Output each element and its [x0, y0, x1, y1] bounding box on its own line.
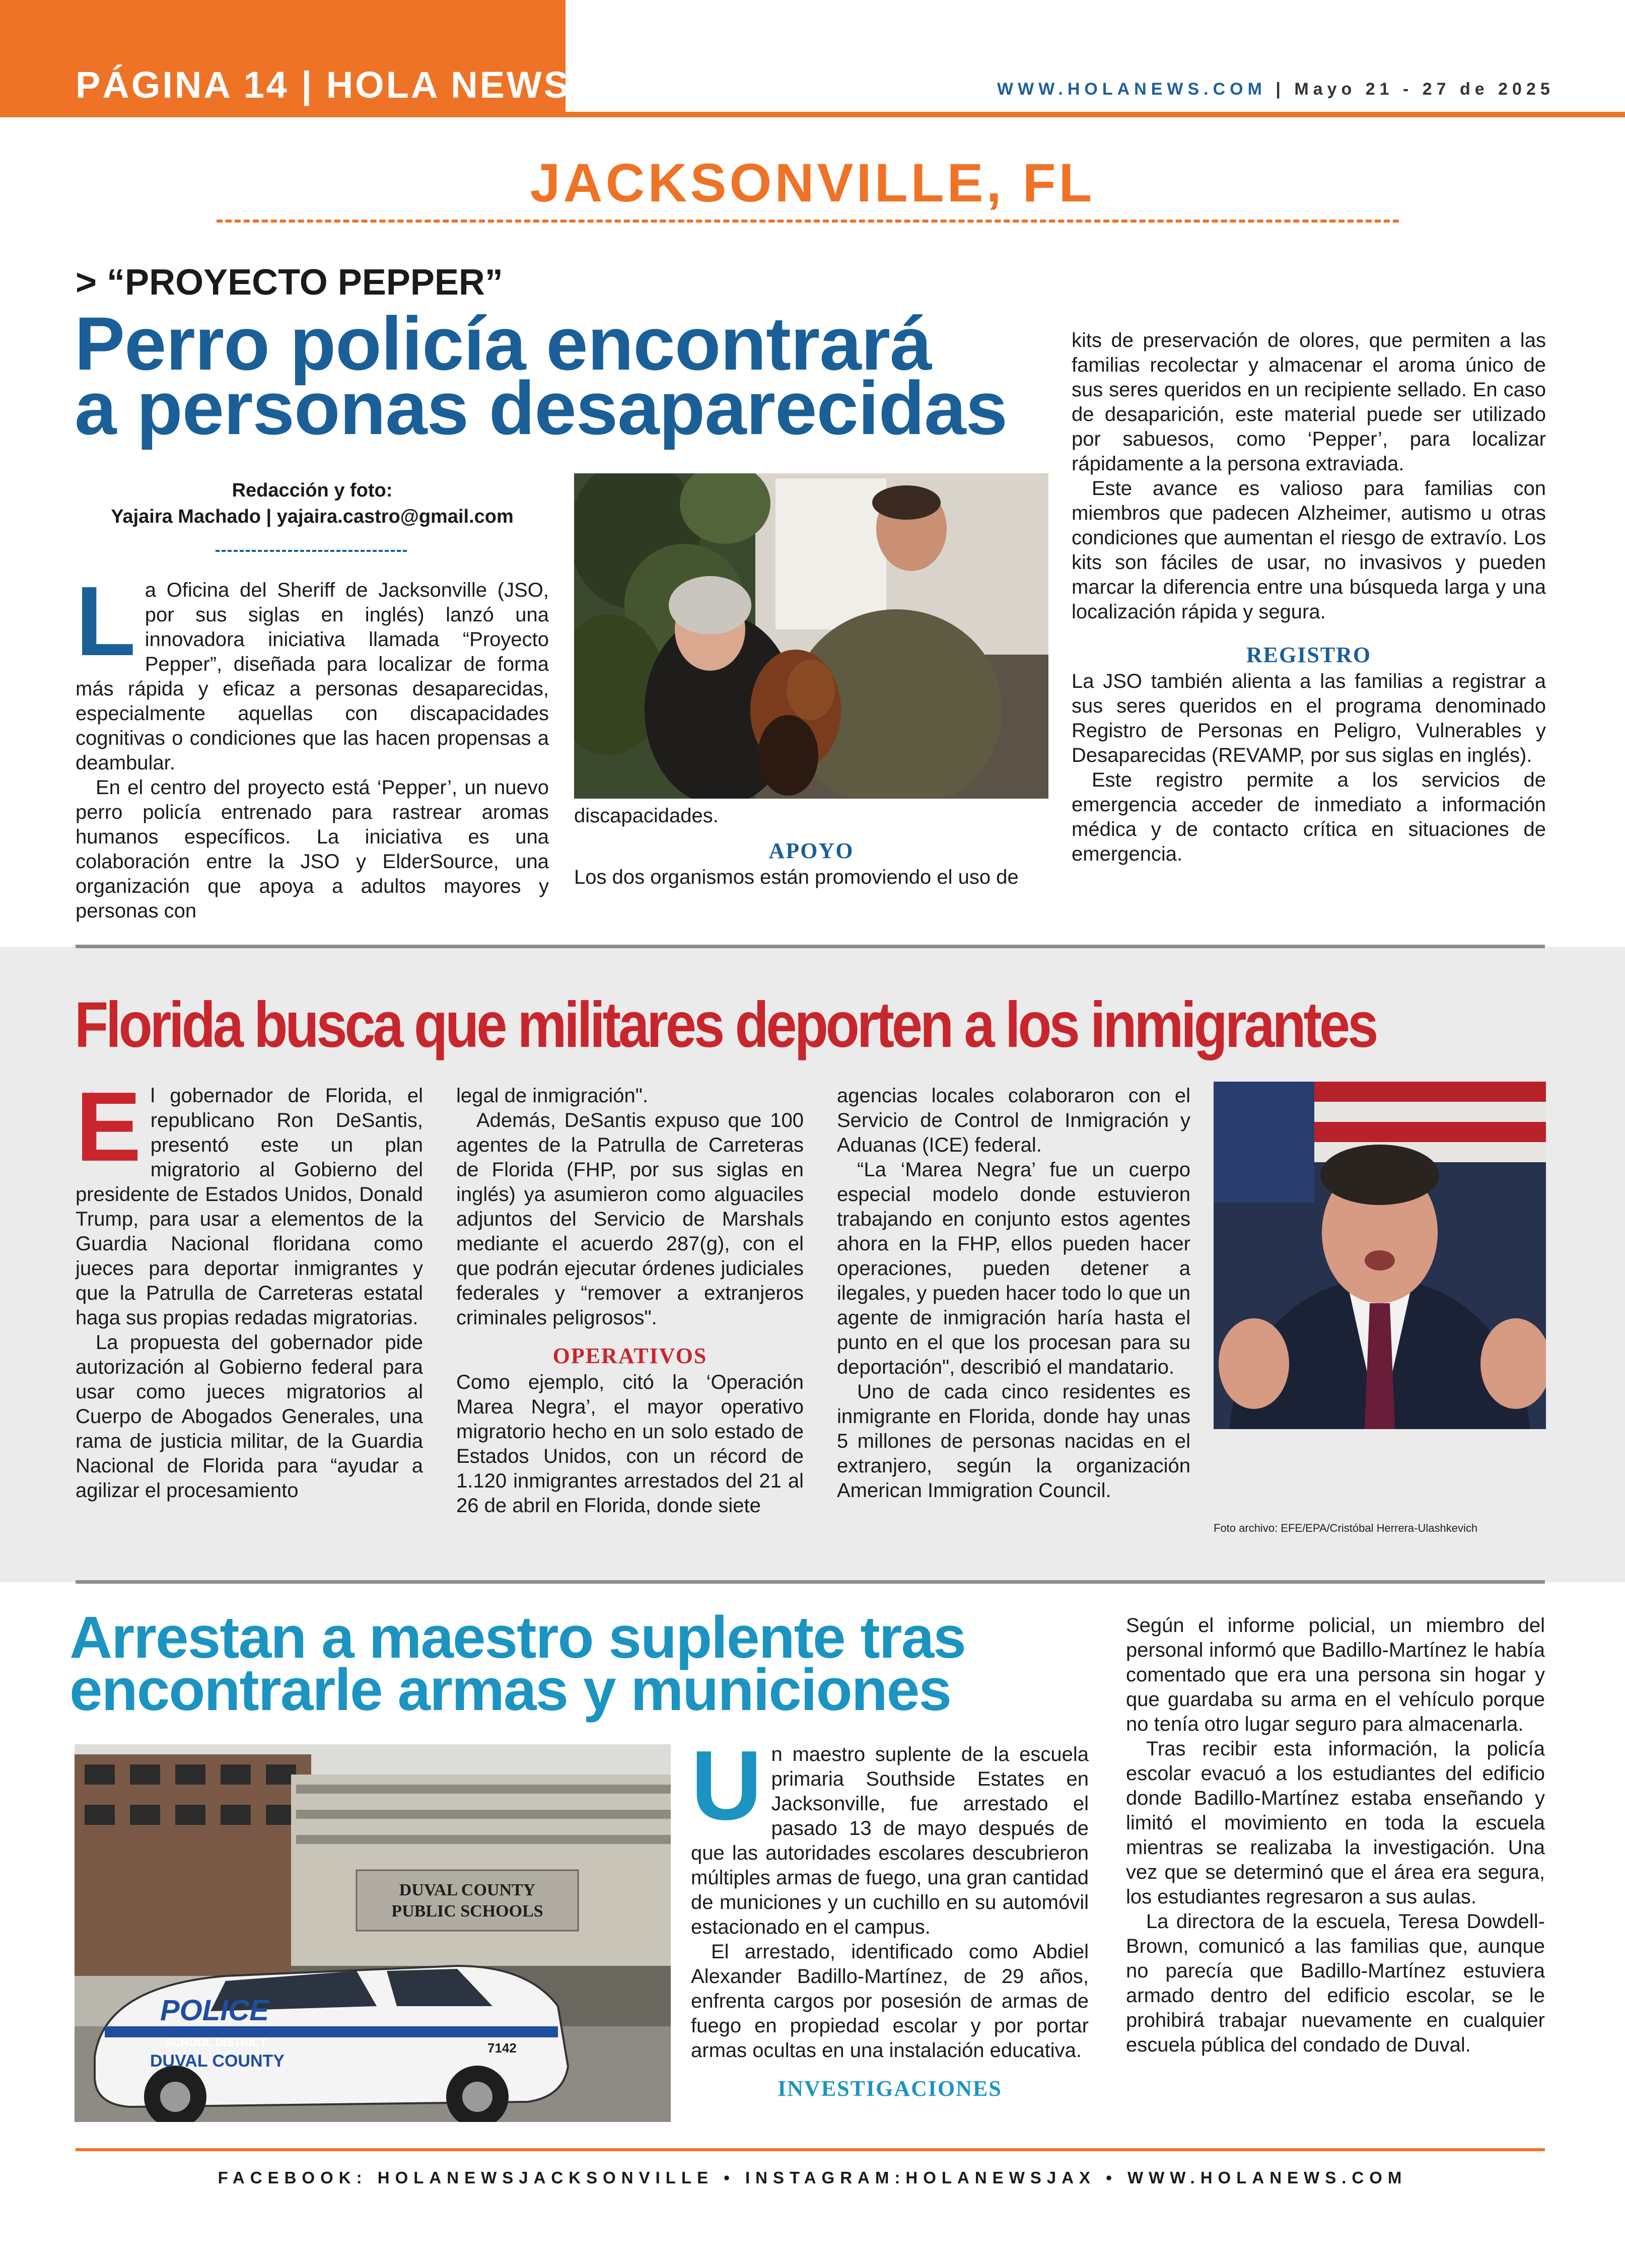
car-county-text: DUVAL COUNTY [150, 2051, 285, 2071]
article2-paragraph: La propuesta del gobernador pide autorización al Gobierno federal para usar como jueces migratorios al Cuerpo de Abogados Generales, una rama de justicia militar, de la Guardia Nacional de Florida para “ayudar a agilizar el procesamiento [76, 1331, 423, 1502]
article2-paragraph: Como ejemplo, citó la ‘Operación Marea Negra’, el mayor operativo migratorio hecho en un solo estado de Estados Unidos, con un récord de 1.120 inmigrantes arrestados del 21 al 26 de abril en Florida, donde siete [456, 1371, 804, 1517]
article1-paragraph: a Oficina del Sheriff de Jacksonville (JSO, por sus siglas en inglés) lanzó una innovadora iniciativa llamada “Proyecto Pepper”, diseñada para localizar de forma más rápida y eficaz a personas desaparecidas, especialmente aquellas con discapacidades cognitivas o condiciones que las hacen propensas a deambular. [76, 579, 549, 774]
article2-subhead-operativos: OPERATIVOS [552, 1343, 708, 1368]
article1-paragraph: kits de preservación de olores, que permiten a las familias recolectar y almacenar el aroma único de sus seres queridos en un recipiente sellado. En caso de desaparición, este material puede ser utilizado por sabuesos, como ‘Pepper’, para localizar rápidamente a la persona extraviada. [1072, 329, 1546, 475]
article3-column-1 [691, 1730, 1089, 2103]
section-divider [217, 220, 1399, 223]
header-separator: | [1266, 80, 1295, 99]
car-number-text: 7142 [487, 2040, 517, 2056]
school-police-car-photo [75, 1744, 671, 2122]
site-and-date [997, 80, 1555, 99]
school-sign-line1: DUVAL COUNTY [399, 1881, 536, 1899]
site-url[interactable]: WWW.HOLANEWS.COM [997, 80, 1266, 99]
article3-dropcap: U [691, 1730, 762, 1840]
section-title: JACKSONVILLE, FL [530, 152, 1095, 213]
footer-social-links[interactable]: FACEBOOK: HOLANEWSJACKSONVILLE • INSTAGRAM:HOLANEWSJAX • WWW.HOLANEWS.COM [218, 2168, 1407, 2187]
article1-headline-line2: a personas desaparecidas [75, 366, 1008, 450]
car-police-text: POLICE [160, 1994, 269, 2027]
article1-subhead-registro: REGISTRO [1246, 643, 1372, 667]
article1-subhead-apoyo: APOYO [768, 838, 854, 863]
article2-photo [1214, 1082, 1546, 1429]
article3-paragraph: Tras recibir esta información, la policía escolar evacuó a los estudiantes del edificio donde Badillo-Martínez estaba enseñando y limitó el movimiento en toda la escuela mientras se realizaba la investigación. Una vez que se determinó que el área era segura, los estudiantes regresaron a sus aulas. [1126, 1738, 1545, 1908]
article2-column-3 [837, 1084, 1190, 1503]
article1-paragraph: Este registro permite a los servicios de emergencia acceder de inmediato a información médica y de contacto crítica en situaciones de emergencia. [1072, 769, 1546, 865]
article2-paragraph: Uno de cada cinco residentes es inmigrante en Florida, donde hay unas 5 millones de personas nacidas en el extranjero, según la organización American Immigration Council. [837, 1381, 1190, 1502]
article1-headline [75, 301, 1062, 450]
article3-paragraph: El arrestado, identificado como Abdiel Alexander Badillo-Martínez, de 29 años, enfrenta cargos por posesión de armas de fuego en propiedad escolar y por portar armas ocultas en una instalación educativa. [691, 1941, 1089, 2062]
article2-bottom-rule [76, 1580, 1545, 1584]
article3-headline [69, 1604, 1142, 1723]
article1-paragraph: Los dos organismos están promoviendo el uso de [574, 866, 1019, 888]
article3-headline-line2: encontrarle armas y municiones [69, 1657, 951, 1723]
article1-dropcap: L [76, 566, 136, 676]
article2-paragraph: l gobernador de Florida, el republicano Ron DeSantis, presentó este un plan migratorio al Gobierno del presidente de Estados Unidos, Donald Trump, para usar a elementos de la Guardia Nacional floridana como jueces para deportar inmigrantes y que la Patrulla de Carreteras estatal haga sus propias redadas migratorias. [76, 1085, 423, 1329]
article2-top-rule [76, 945, 1545, 948]
article2-dropcap: E [76, 1072, 142, 1182]
article2-photo-caption: Foto archivo: EFE/EPA/Cristóbal Herrera-Ulashkevich [1214, 1522, 1478, 1534]
article3-paragraph: Según el informe policial, un miembro del personal informó que Badillo-Martínez le había comentado que era una persona sin hogar y que guardaba su arma en el vehículo porque no tenía otro lugar seguro para almacenarla. [1126, 1614, 1545, 1735]
article3-subhead-investigaciones: INVESTIGACIONES [778, 2076, 1002, 2101]
article3-column-2 [1126, 1613, 1545, 2058]
article2-column-2 [456, 1084, 804, 1518]
article2-column-1 [76, 1072, 423, 1503]
article3-photo [75, 1744, 671, 2122]
article3-paragraph: La directora de la escuela, Teresa Dowdell-Brown, comunicó a las familias que, aunque no parecía que Badillo-Martínez estuviera armado dentro del edificio escolar, se le prohibirá trabajar nuevamente en cualquier escuela pública del condado de Duval. [1126, 1910, 1545, 2056]
desantis-photo [1214, 1082, 1546, 1429]
article1-paragraph: La JSO también alienta a las familias a registrar a sus seres queridos en el programa denominado Registro de Personas en Peligro, Vulnerables y Desaparecidas (REVAMP, por sus siglas en inglés). [1072, 670, 1546, 766]
article1-column-2 [574, 804, 1048, 890]
article2-paragraph: legal de inmigración". [456, 1085, 649, 1107]
school-sign-line2: PUBLIC SCHOOLS [391, 1902, 543, 1921]
car-district-text: SCHOOL DISTRICT [165, 2036, 267, 2049]
article2-headline: Florida busca que militares deporten a los inmigrantes [75, 989, 1376, 1061]
byline-label: Redacción y foto: [232, 480, 393, 501]
article1-column-3 [1072, 328, 1546, 867]
article1-headline-line1: Perro policía encontrará [75, 301, 932, 386]
article3-paragraph: n maestro suplente de la escuela primaria Southside Estates en Jacksonville, fue arrestado el pasado 13 de mayo después de que las autoridades escolares descubrieron múltiples armas de fuego, una gran cantidad de municiones y un cuchillo en su automóvil estacionado en el campus. [691, 1743, 1089, 1938]
officer-dog-photo [574, 473, 1048, 799]
article1-kicker: > “PROYECTO PEPPER” [76, 262, 503, 303]
footer-rule [76, 2148, 1545, 2151]
article2-paragraph: agencias locales colaboraron con el Servicio de Control de Inmigración y Aduanas (ICE) federal. [837, 1085, 1190, 1156]
issue-date: Mayo 21 - 27 de 2025 [1294, 80, 1555, 99]
article1-byline [76, 477, 549, 530]
article1-column-1 [76, 566, 549, 924]
byline-divider [216, 550, 407, 552]
article1-paragraph: Este avance es valioso para familias con miembros que padecen Alzheimer, autismo u otras condiciones que aumentan el riesgo de extravío. Los kits son fáciles de usar, no invasivos y pueden marcar la diferencia entre una búsqueda larga y una localización rápida y segura. [1072, 477, 1546, 623]
header-orange-rule [0, 112, 1625, 117]
article1-paragraph: discapacidades. [574, 805, 719, 827]
page-label: PÁGINA 14 | HOLA NEWS [76, 64, 571, 106]
article1-photo [574, 473, 1048, 799]
article1-paragraph: En el centro del proyecto está ‘Pepper’, un nuevo perro policía entrenado para rastrear aromas humanos específicos. La iniciativa es una colaboración entre la JSO y ElderSource, una organización que apoya a adultos mayores y personas con [76, 776, 549, 922]
article3-headline-line1: Arrestan a maestro suplente tras [69, 1604, 965, 1671]
article2-paragraph: Además, DeSantis expuso que 100 agentes de la Patrulla de Carreteras de Florida (FHP, por sus siglas en inglés) ya asumieron como alguaciles adjuntos del Servicio de Marshals mediante el acuerdo 287(g), con el que podrán ejecutar órdenes judiciales federales y “remover a extranjeros criminales peligrosos". [456, 1109, 804, 1329]
article2-paragraph: “La ‘Marea Negra’ fue un cuerpo especial modelo donde estuvieron trabajando en conjunto estos agentes ahora en la FHP, ellos pueden hacer operaciones, pueden detener a ilegales, y pueden hacer todo lo que un agente de inmigración haría hasta el punto en el que los procesan para su deportación", describió el mandatario. [837, 1159, 1190, 1378]
byline-author: Yajaira Machado | yajaira.castro@gmail.com [111, 506, 514, 527]
